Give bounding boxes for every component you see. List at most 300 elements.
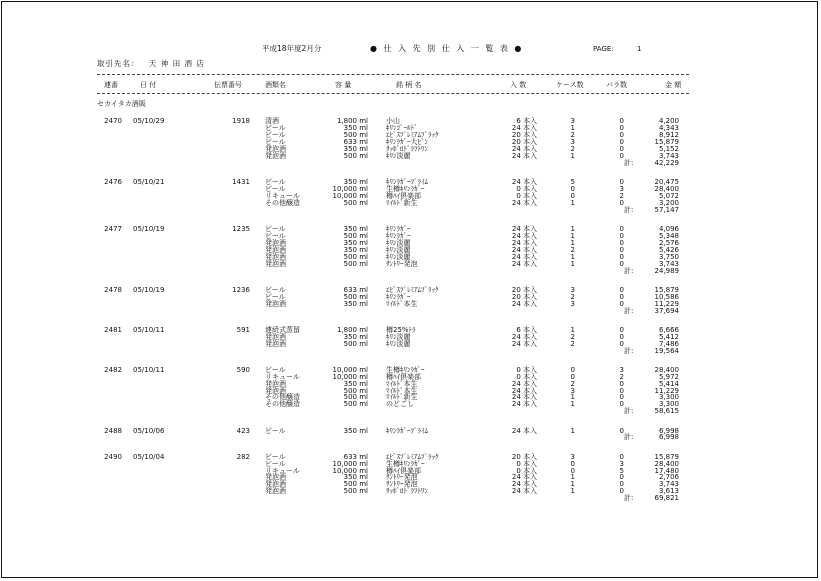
line-cases: 1 [570, 123, 575, 132]
line-amount: 20,475 [654, 177, 679, 186]
line-loose: 0 [619, 231, 624, 240]
line-volume: 350 ml [343, 245, 368, 254]
line-amount: 7,486 [658, 339, 679, 348]
column-header-col-volume: 容 量 [335, 81, 352, 89]
line-pack: 6 本入 [516, 117, 537, 125]
line-cases: 1 [570, 487, 575, 496]
slip-number: 1431 [232, 177, 250, 186]
line-cases: 0 [570, 365, 575, 374]
line-brand: 生樽ｷﾘﾝﾗｶﾞｰ [386, 459, 425, 468]
header-rule-bottom [97, 93, 689, 94]
subtotal-label: 計: [624, 266, 634, 275]
line-liquor-type: ビール [265, 459, 286, 468]
line-amount: 4,096 [658, 224, 679, 233]
line-brand: ｷﾘﾝﾗｶﾞｰ大ﾋﾞﾝ [386, 137, 428, 146]
line-brand: ﾏｲﾙﾄﾞ本生 [386, 379, 418, 388]
line-liquor-type: 発泡酒 [265, 473, 286, 482]
column-header-col-brand: 銘 柄 名 [396, 81, 422, 89]
line-cases: 2 [570, 130, 575, 139]
slip-subtotal: 58,615 [654, 407, 679, 416]
line-volume: 10,000 ml [332, 459, 368, 468]
line-liquor-type: 発泡酒 [265, 386, 286, 395]
line-pack: 6 本入 [516, 325, 537, 334]
line-liquor-type: 連続式蒸留 [265, 325, 300, 334]
line-pack: 24 本入 [511, 177, 537, 186]
line-amount: 3,613 [658, 487, 679, 496]
slip-seq: 2490 [104, 452, 122, 461]
line-pack: 24 本入 [511, 151, 537, 160]
line-amount: 5,072 [658, 191, 679, 200]
slip-date: 05/10/21 [133, 177, 165, 186]
line-loose: 0 [619, 252, 624, 261]
line-liquor-type: ビール [265, 292, 286, 301]
line-loose: 2 [619, 191, 624, 200]
line-brand: のどごし [386, 400, 414, 409]
slip-date: 05/10/04 [133, 452, 165, 461]
line-liquor-type: その他醸造 [265, 400, 300, 409]
line-loose: 0 [619, 480, 624, 489]
slip-date: 05/10/19 [133, 285, 165, 294]
line-liquor-type: リキュール [265, 466, 300, 475]
line-loose: 0 [619, 386, 624, 395]
line-loose: 0 [619, 332, 624, 341]
line-loose: 3 [619, 184, 624, 193]
line-volume: 633 ml [343, 137, 368, 146]
line-cases: 3 [570, 137, 575, 146]
line-pack: 24 本入 [511, 487, 537, 496]
line-loose: 0 [619, 151, 624, 160]
subtotal-label: 計: [624, 407, 634, 416]
report-period: 平成18年度2月分 [262, 44, 322, 53]
column-header-col-loose: バラ数 [606, 81, 627, 89]
subtotal-label: 計: [624, 205, 634, 214]
line-volume: 350 ml [343, 332, 368, 341]
line-volume: 350 ml [343, 224, 368, 233]
subtotal-label: 計: [624, 158, 634, 167]
line-volume: 633 ml [343, 285, 368, 294]
line-liquor-type: 発泡酒 [265, 144, 286, 153]
line-liquor-type: 発泡酒 [265, 480, 286, 489]
line-liquor-type: 発泡酒 [265, 151, 286, 160]
line-volume: 500 ml [343, 386, 368, 395]
slip-number: 591 [236, 325, 250, 334]
line-volume: 350 ml [343, 379, 368, 388]
line-amount: 2,576 [658, 238, 679, 247]
line-pack: 24 本入 [511, 144, 537, 153]
line-cases: 1 [570, 252, 575, 261]
line-volume: 350 ml [343, 426, 368, 435]
line-liquor-type: ビール [265, 177, 286, 186]
line-cases: 2 [570, 332, 575, 341]
line-pack: 24 本入 [511, 400, 537, 409]
column-header-col-liquor: 酒類名 [265, 81, 286, 89]
line-loose: 0 [619, 400, 624, 409]
line-loose: 0 [619, 238, 624, 247]
line-loose: 3 [619, 459, 624, 468]
line-volume: 350 ml [343, 177, 368, 186]
line-volume: 500 ml [343, 292, 368, 301]
slip-seq: 2477 [104, 224, 122, 233]
line-brand: 小山 [386, 117, 400, 125]
line-brand: ｷﾘﾝ淡麗 [386, 339, 411, 348]
line-liquor-type: 発泡酒 [265, 245, 286, 254]
line-cases: 2 [570, 245, 575, 254]
line-amount: 3,300 [658, 393, 679, 402]
line-brand: 生樽ｷﾘﾝﾗｶﾞｰ [386, 184, 425, 193]
line-pack: 0 本入 [516, 365, 537, 374]
line-cases: 1 [570, 224, 575, 233]
line-amount: 3,743 [658, 151, 679, 160]
line-liquor-type: リキュール [265, 372, 300, 381]
line-amount: 3,743 [658, 480, 679, 489]
line-brand: ｷﾘﾝｺﾞｰﾙﾄﾞ [386, 123, 418, 132]
subtotal-label: 計: [624, 433, 634, 442]
line-loose: 0 [619, 130, 624, 139]
line-amount: 3,743 [658, 259, 679, 268]
line-amount: 8,912 [658, 130, 679, 139]
line-amount: 6,998 [658, 426, 679, 435]
line-amount: 11,229 [654, 386, 679, 395]
line-loose: 5 [619, 466, 624, 475]
line-amount: 3,300 [658, 400, 679, 409]
slip-number: 1235 [232, 224, 250, 233]
line-brand: ｴﾋﾞｽﾌﾟﾚﾐｱﾑﾌﾞﾗｯｸ [386, 130, 439, 139]
line-volume: 500 ml [343, 480, 368, 489]
line-cases: 2 [570, 292, 575, 301]
line-volume: 350 ml [343, 299, 368, 308]
line-volume: 350 ml [343, 473, 368, 482]
column-header-col-amount: 金 額 [665, 81, 682, 89]
line-volume: 500 ml [343, 339, 368, 348]
page-number: 1 [637, 45, 642, 53]
line-pack: 0 本入 [516, 184, 537, 193]
line-liquor-type: 発泡酒 [265, 332, 286, 341]
line-loose: 0 [619, 144, 624, 153]
column-header-col-cases: ケース数 [556, 81, 584, 89]
slip-seq: 2482 [104, 365, 122, 374]
line-brand: ｷﾘﾝ淡麗 [386, 252, 411, 261]
line-volume: 10,000 ml [332, 372, 368, 381]
slip-seq: 2488 [104, 426, 122, 435]
line-pack: 24 本入 [511, 123, 537, 132]
supplier-line [97, 60, 205, 68]
subtotal-label: 計: [624, 494, 634, 503]
line-volume: 10,000 ml [332, 466, 368, 475]
line-brand: 樽ﾊｲ倶楽部 [386, 372, 421, 381]
line-loose: 0 [619, 452, 624, 461]
line-brand: 樽25%ﾄﾗ [386, 325, 416, 334]
slip-seq: 2470 [104, 117, 122, 125]
line-loose: 0 [619, 123, 624, 132]
slip-seq: 2481 [104, 325, 122, 334]
line-cases: 0 [570, 459, 575, 468]
line-volume: 350 ml [343, 144, 368, 153]
line-cases: 1 [570, 393, 575, 402]
line-amount: 4,343 [658, 123, 679, 132]
line-brand: 樽ﾊｲ倶楽部 [386, 466, 421, 475]
slip-number: 590 [236, 365, 250, 374]
line-liquor-type: ビール [265, 231, 286, 240]
line-brand: ｷﾘﾝ淡麗 [386, 238, 411, 247]
line-amount: 15,879 [654, 137, 679, 146]
line-amount: 17,480 [654, 466, 679, 475]
line-loose: 0 [619, 137, 624, 146]
line-loose: 0 [619, 325, 624, 334]
line-liquor-type: 清酒 [265, 117, 279, 125]
line-loose: 0 [619, 117, 624, 125]
line-amount: 5,426 [658, 245, 679, 254]
line-cases: 1 [570, 238, 575, 247]
line-liquor-type: その他醸造 [265, 393, 300, 402]
line-brand: ｻｯﾎﾟﾛﾄﾞﾗﾌﾄﾜﾝ [386, 144, 428, 153]
line-liquor-type: ビール [265, 137, 286, 146]
line-cases: 2 [570, 144, 575, 153]
subtotal-label: 計: [624, 306, 634, 315]
line-pack: 20 本入 [511, 130, 537, 139]
line-liquor-type: 発泡酒 [265, 379, 286, 388]
line-pack: 24 本入 [511, 480, 537, 489]
slip-number: 282 [236, 452, 250, 461]
line-brand: ｻｯﾎﾟﾛﾄﾞﾗﾌﾄﾜﾝ [386, 487, 428, 496]
line-pack: 24 本入 [511, 245, 537, 254]
line-amount: 11,229 [654, 299, 679, 308]
slip-subtotal: 42,229 [654, 158, 679, 167]
line-loose: 0 [619, 285, 624, 294]
line-volume: 350 ml [343, 238, 368, 247]
line-cases: 1 [570, 426, 575, 435]
report-title: ● 仕 入 先 別 仕 入 一 覧 表 ● [370, 44, 524, 53]
line-brand: ﾏｲﾙﾄﾞ本生 [386, 386, 418, 395]
line-cases: 3 [570, 299, 575, 308]
line-amount: 4,200 [658, 117, 679, 125]
line-liquor-type: リキュール [265, 191, 300, 200]
line-brand: ｷﾘﾝ淡麗 [386, 332, 411, 341]
column-header-col-date: 日 付 [140, 81, 157, 89]
line-cases: 3 [570, 386, 575, 395]
line-pack: 24 本入 [511, 259, 537, 268]
line-pack: 24 本入 [511, 339, 537, 348]
line-amount: 6,666 [658, 325, 679, 334]
line-liquor-type: ビール [265, 426, 286, 435]
line-volume: 500 ml [343, 393, 368, 402]
line-cases: 3 [570, 117, 575, 125]
line-pack: 24 本入 [511, 426, 537, 435]
customer-group-name: セカイタカ酒販 [97, 100, 146, 108]
slip-date: 05/10/11 [133, 365, 165, 374]
line-liquor-type: 発泡酒 [265, 238, 286, 247]
line-brand: ｻﾝﾄﾘｰ発泡 [386, 259, 418, 268]
slip-date: 05/10/19 [133, 224, 165, 233]
line-loose: 0 [619, 473, 624, 482]
subtotal-label: 計: [624, 346, 634, 355]
line-loose: 2 [619, 372, 624, 381]
line-amount: 5,412 [658, 332, 679, 341]
slip-date: 05/10/06 [133, 426, 165, 435]
line-loose: 0 [619, 259, 624, 268]
line-amount: 5,152 [658, 144, 679, 153]
line-pack: 20 本入 [511, 137, 537, 146]
line-pack: 0 本入 [516, 459, 537, 468]
line-volume: 500 ml [343, 400, 368, 409]
line-brand: ｷﾘﾝﾗｶﾞｰ [386, 292, 411, 301]
line-loose: 0 [619, 292, 624, 301]
line-brand: ｷﾘﾝ淡麗 [386, 245, 411, 254]
line-liquor-type: ビール [265, 285, 286, 294]
line-amount: 15,879 [654, 452, 679, 461]
line-loose: 0 [619, 487, 624, 496]
slip-subtotal: 24,989 [654, 266, 679, 275]
line-pack: 24 本入 [511, 299, 537, 308]
line-volume: 10,000 ml [332, 365, 368, 374]
line-pack: 24 本入 [511, 224, 537, 233]
line-amount: 15,879 [654, 285, 679, 294]
line-amount: 5,414 [658, 379, 679, 388]
line-loose: 3 [619, 365, 624, 374]
line-liquor-type: 発泡酒 [265, 252, 286, 261]
line-cases: 1 [570, 259, 575, 268]
page-label: PAGE: [593, 45, 614, 53]
line-pack: 24 本入 [511, 379, 537, 388]
line-loose: 0 [619, 379, 624, 388]
line-cases: 1 [570, 198, 575, 207]
line-brand: ｷﾘﾝﾗｶﾞｰﾌﾟﾗｲﾑ [386, 177, 428, 186]
line-liquor-type: ビール [265, 452, 286, 461]
line-liquor-type: ビール [265, 123, 286, 132]
slip-seq: 2476 [104, 177, 122, 186]
line-amount: 28,400 [654, 459, 679, 468]
line-pack: 24 本入 [511, 238, 537, 247]
line-cases: 0 [570, 184, 575, 193]
slip-seq: 2478 [104, 285, 122, 294]
line-amount: 10,586 [654, 292, 679, 301]
line-liquor-type: その他醸造 [265, 198, 300, 207]
line-amount: 2,706 [658, 473, 679, 482]
line-liquor-type: ビール [265, 365, 286, 374]
line-brand: ｷﾘﾝ淡麗 [386, 151, 411, 160]
line-liquor-type: ビール [265, 184, 286, 193]
line-liquor-type: 発泡酒 [265, 299, 286, 308]
line-pack: 24 本入 [511, 386, 537, 395]
line-pack: 24 本入 [511, 198, 537, 207]
line-liquor-type: ビール [265, 224, 286, 233]
line-cases: 1 [570, 473, 575, 482]
slip-date: 05/10/11 [133, 325, 165, 334]
line-cases: 2 [570, 339, 575, 348]
line-volume: 10,000 ml [332, 184, 368, 193]
slip-subtotal: 19,564 [654, 346, 679, 355]
column-header-col-slip: 伝票番号 [214, 81, 242, 89]
line-loose: 0 [619, 177, 624, 186]
column-header-col-pack: 入 数 [510, 81, 527, 89]
header-rule-top [97, 74, 689, 75]
line-brand: ｴﾋﾞｽﾌﾟﾚﾐｱﾑﾌﾞﾗｯｸ [386, 452, 439, 461]
line-cases: 1 [570, 325, 575, 334]
line-pack: 20 本入 [511, 452, 537, 461]
supplier-label: 取引先名： [97, 59, 140, 68]
line-amount: 3,200 [658, 198, 679, 207]
line-brand: ﾏｲﾙﾄﾞ新生 [386, 393, 418, 402]
line-pack: 24 本入 [511, 332, 537, 341]
line-volume: 1,800 ml [336, 325, 368, 334]
line-cases: 1 [570, 400, 575, 409]
line-cases: 0 [570, 466, 575, 475]
line-pack: 0 本入 [516, 191, 537, 200]
slip-date: 05/10/29 [133, 117, 165, 125]
slip-subtotal: 57,147 [654, 205, 679, 214]
line-liquor-type: 発泡酒 [265, 259, 286, 268]
line-pack: 24 本入 [511, 231, 537, 240]
line-cases: 2 [570, 379, 575, 388]
line-brand: ｻﾝﾄﾘｰ発泡 [386, 473, 418, 482]
line-loose: 0 [619, 339, 624, 348]
line-brand: ｴﾋﾞｽﾌﾟﾚﾐｱﾑﾌﾞﾗｯｸ [386, 285, 439, 294]
line-loose: 0 [619, 393, 624, 402]
line-amount: 3,750 [658, 252, 679, 261]
line-amount: 5,972 [658, 372, 679, 381]
column-header-col-seq: 連番 [104, 81, 118, 89]
line-liquor-type: 発泡酒 [265, 487, 286, 496]
line-volume: 500 ml [343, 487, 368, 496]
line-volume: 500 ml [343, 252, 368, 261]
line-brand: ｷﾘﾝﾗｶﾞｰ [386, 231, 411, 240]
supplier-name: 天 神 田 酒 店 [148, 59, 205, 68]
line-cases: 0 [570, 372, 575, 381]
line-brand: ﾏｲﾙﾄﾞ新生 [386, 198, 418, 207]
line-volume: 10,000 ml [332, 191, 368, 200]
line-cases: 0 [570, 191, 575, 200]
line-pack: 24 本入 [511, 473, 537, 482]
line-loose: 0 [619, 224, 624, 233]
line-volume: 350 ml [343, 123, 368, 132]
line-volume: 500 ml [343, 231, 368, 240]
line-loose: 0 [619, 198, 624, 207]
line-cases: 3 [570, 452, 575, 461]
line-brand: ｻﾝﾄﾘｰ発泡 [386, 480, 418, 489]
slip-number: 1236 [232, 285, 250, 294]
line-amount: 28,400 [654, 365, 679, 374]
line-amount: 5,348 [658, 231, 679, 240]
slip-subtotal: 69,821 [654, 494, 679, 503]
line-pack: 20 本入 [511, 292, 537, 301]
line-volume: 500 ml [343, 130, 368, 139]
line-volume: 500 ml [343, 151, 368, 160]
line-loose: 0 [619, 245, 624, 254]
line-cases: 3 [570, 285, 575, 294]
line-volume: 500 ml [343, 259, 368, 268]
line-amount: 28,400 [654, 184, 679, 193]
line-brand: 樽ﾊｲ倶楽部 [386, 191, 421, 200]
line-brand: 生樽ｷﾘﾝﾗｶﾞｰ [386, 365, 425, 374]
line-pack: 0 本入 [516, 372, 537, 381]
line-cases: 1 [570, 151, 575, 160]
line-pack: 24 本入 [511, 393, 537, 402]
line-loose: 0 [619, 426, 624, 435]
slip-number: 1918 [232, 117, 250, 125]
line-brand: ｷﾘﾝﾗｶﾞｰﾌﾟﾗｲﾑ [386, 426, 428, 435]
line-liquor-type: 発泡酒 [265, 339, 286, 348]
line-pack: 24 本入 [511, 252, 537, 261]
line-cases: 1 [570, 480, 575, 489]
line-volume: 633 ml [343, 452, 368, 461]
slip-subtotal: 37,694 [654, 306, 679, 315]
slip-subtotal: 6,998 [658, 433, 679, 442]
line-loose: 0 [619, 299, 624, 308]
line-pack: 0 本入 [516, 466, 537, 475]
slip-number: 423 [236, 426, 250, 435]
line-volume: 1,800 ml [336, 117, 368, 125]
line-volume: 500 ml [343, 198, 368, 207]
line-liquor-type: ビール [265, 130, 286, 139]
